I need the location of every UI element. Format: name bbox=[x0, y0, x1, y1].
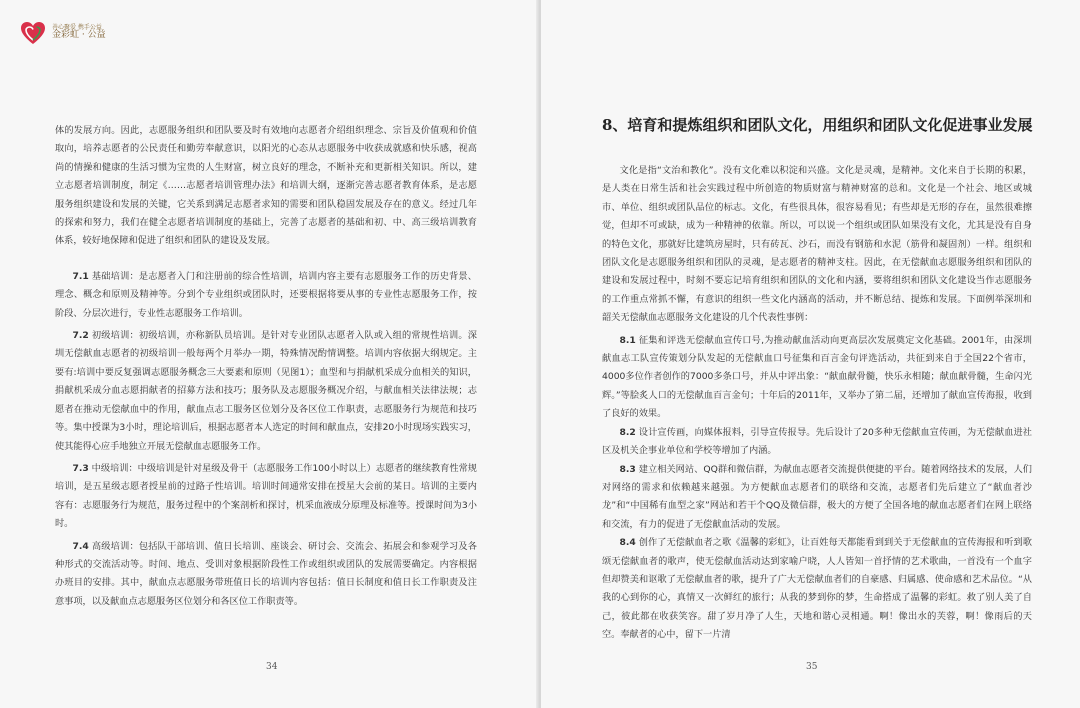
logo bbox=[18, 18, 106, 48]
section-number: 7.3 bbox=[72, 462, 89, 474]
paragraph-text: 初级培训：初级培训，亦称新队员培训。是针对专业团队志愿者入队或入组的常规性培训。深圳无偿献血志愿者的初级培训一般每两个月举办一期，特殊情况酌情调整。培训内容依据大纲规定。主要有:培训中要反复强调志愿服务概念三大要素和原则（见图1）；血型和与捐献机采成分血相关的知识，捐献机采成分血志愿捐献者的招募方法和技巧；服务队及志愿服务概况介绍，与献血相关法律法规；志愿者在推动无偿献血中的作用，献血点志工服务区位划分及各区位工作职责，志愿服务行为规范和技巧等。集中授课为3小时，理论培训后，根据志愿者本人选定的时间和献血点，安排20小时现场实践实习，使其能得心应手地独立开展无偿献血志愿服务工作。 bbox=[55, 330, 477, 452]
paragraph-8-4 bbox=[602, 534, 1032, 644]
paragraph-text: 征集和评选无偿献血宣传口号,为推动献血活动向更高层次发展奠定文化基础。2001年，由深圳献血志工队宣传策划分队发起的无偿献血口号征集和百言金句评选活动，共征到来自于全国22个省市，4000多位作者创作的7000多条口号，并从中评出象：“献血献骨髓，快乐永相随；献血献骨髓，生命闪光辉。”等脍炙人口的无偿献血百言金句；十年后的2011年，又举办了第二届，还增加了献血宣传海报，收到了良好的效果。 bbox=[602, 334, 1032, 420]
page-number-left: 34 bbox=[266, 662, 278, 672]
section-number: 7.4 bbox=[72, 540, 89, 552]
paragraph-8-1 bbox=[602, 332, 1032, 424]
heart-logo-icon bbox=[18, 18, 48, 48]
paragraph-7-4 bbox=[55, 538, 477, 612]
left-page bbox=[0, 0, 539, 708]
section-number: 8.1 bbox=[619, 334, 636, 346]
culture-intro-paragraph: 文化是指“文治和教化”。没有文化难以积淀和兴盛。文化是灵魂，是精神。文化来自于长期的积累，是人类在日常生活和社会实践过程中所创造的物质财富与精神财富的总和。文化是一个社会、地区或城市、单位、组织或团队品位的标志。文化，有些很具体，很容易看见；有些却是无形的存在，虽然很难擦觉，但却不可或缺，成为一种精神的依靠。所以，可以说一个组织或团队如果没有文化，尤其是没有自身的特色文化，那就好比建筑房屋时，只有砖瓦、沙石，而没有钢筋和水泥（筋骨和凝固剂）一样。组织和团队文化是志愿服务组织和团队的灵魂，是志愿者的精神支柱。因此，在无偿献血志愿服务组织和团队的建设和发展过程中，时刻不要忘记培育组织和团队的文化和内涵，要将组织和团队文化建设当作志愿服务的工作重点常抓不懈，有意识的组织一些文化内涵高的活动，并不断总结、提炼和发展。下面例举深圳和韶关无偿献血志愿服务文化建设的几个代表性事例： bbox=[602, 165, 1032, 324]
section-heading: 8、培育和提炼组织和团队文化，用组织和团队文化促进事业发展 bbox=[602, 116, 1033, 134]
paragraph-text: 高级培训：包括队干部培训、值日长培训、座谈会、研讨会、交流会、拓展会和参观学习及各种形式的交流活动等。时间、地点、受训对象根据阶段性工作或组织或团队的发展需要确定。内容根据办班目的安排。其中，献血点志愿服务带班值日长的培训内容包括：值日长制度和值日长工作职责及注意事项，以及献血点志愿服务区位划分和各区位工作职责等。 bbox=[55, 540, 477, 607]
paragraph-7-2 bbox=[55, 327, 477, 456]
logo-name: 金彩虹 · 公益 bbox=[52, 30, 106, 41]
page-number-right: 35 bbox=[806, 662, 818, 672]
section-number: 8.3 bbox=[619, 463, 636, 475]
paragraph-8-3 bbox=[602, 461, 1032, 535]
section-number: 7.2 bbox=[72, 330, 89, 342]
paragraph-7-1 bbox=[55, 268, 477, 323]
paragraph-text: 设计宣传画，向媒体报料，引导宣传报导。先后设计了20多种无偿献血宣传画，为无偿献血进社区及机关企事业单位和学校等增加了内涵。 bbox=[602, 426, 1032, 457]
section-number: 7.1 bbox=[72, 270, 89, 282]
logo-slogan: 善心聚爱 携手公益 bbox=[52, 23, 102, 31]
left-page-body bbox=[55, 122, 477, 611]
paragraph-text: 基础培训：是志愿者入门和注册前的综合性培训，培训内容主要有志愿服务工作的历史背景、理念、概念和原则及精神等。分到个专业组织或团队时，还要根据将要从事的专业性志愿服务工作，按阶段、分层次进行，专业性志愿服务工作培训。 bbox=[55, 270, 477, 319]
paragraph-text: 建立相关网站、QQ群和微信群，为献血志愿者交流提供便捷的平台。随着网络技术的发展，人们对网络的需求和依赖越来越强。为方便献血志愿者们的联络和交流，志愿者们先后建立了“献血者沙龙”和“中国稀有血型之家”网站和若干个QQ及微信群，极大的方便了全国各地的献血志愿者们在网上联络和交流，有力的促进了无偿献血活动的发展。 bbox=[602, 463, 1032, 530]
paragraph-8-2 bbox=[602, 424, 1032, 461]
right-page-body bbox=[602, 162, 1032, 645]
section-number: 8.2 bbox=[619, 426, 636, 438]
paragraph-7-3 bbox=[55, 460, 477, 534]
section-number: 8.4 bbox=[619, 537, 636, 549]
paragraph-text: 中级培训：中级培训是针对星级及骨干（志愿服务工作100小时以上）志愿者的继续教育性常规培训，是五星级志愿者授星前的过路子性培训。培训时间通常安排在授星大会前的某日。培训的主要内容有：志愿服务行为规范，服务过程中的个案剖析和探讨，机采血液成分原理及标准等。授课时间为3小时。 bbox=[55, 462, 477, 530]
paragraph-text: 创作了无偿献血者之歌《温馨的彩虹》，让百姓每天都能看到到关于无偿献血的宣传海报和听到歌颂无偿献血者的歌声，使无偿献血活动达到家喻户晓，人人皆知一首抒情的艺术歌曲，一首没有一个血字但却赞美和讴歌了无偿献血者的歌，提升了广大无偿献血者们的自豪感、归属感、使命感和艺术品位。“从我的心到你的心，真情又一次鲜红的旅行；从我的梦到你的梦，生命搭成了温馨的彩虹。救了别人美了自己，彼此都在收获笑容。甜了岁月净了人生，天地和谐心灵相通。啊！像出水的芙蓉，啊！像雨后的天空。奉献者的心中，留下一片清 bbox=[602, 537, 1032, 641]
intro-paragraph: 体的发展方向。因此，志愿服务组织和团队要及时有效地向志愿者介绍组织理念、宗旨及价值观和价值取向，培养志愿者的公民责任和勤劳奉献意识，以阳光的心态从志愿服务中收获成就感和快乐感，视高尚的情操和健康的生活习惯为宝贵的人生财富，树立良好的理念，不断补充和更新相关知识。所以，建立志愿者培训制度，制定《……志愿者培训管理办法》和培训大纲，逐渐完善志愿者教育体系，是志愿服务组织建设和发展的关键，它关系到满足志愿者求知的需要和团队稳固发展及存在的意义。经过几年的探索和努力，我们在健全志愿者培训制度的基础上，完善了志愿者的基础和初、中、高三级培训教育体系，较好地保障和促进了组织和团队的建设及发展。 bbox=[55, 125, 477, 247]
